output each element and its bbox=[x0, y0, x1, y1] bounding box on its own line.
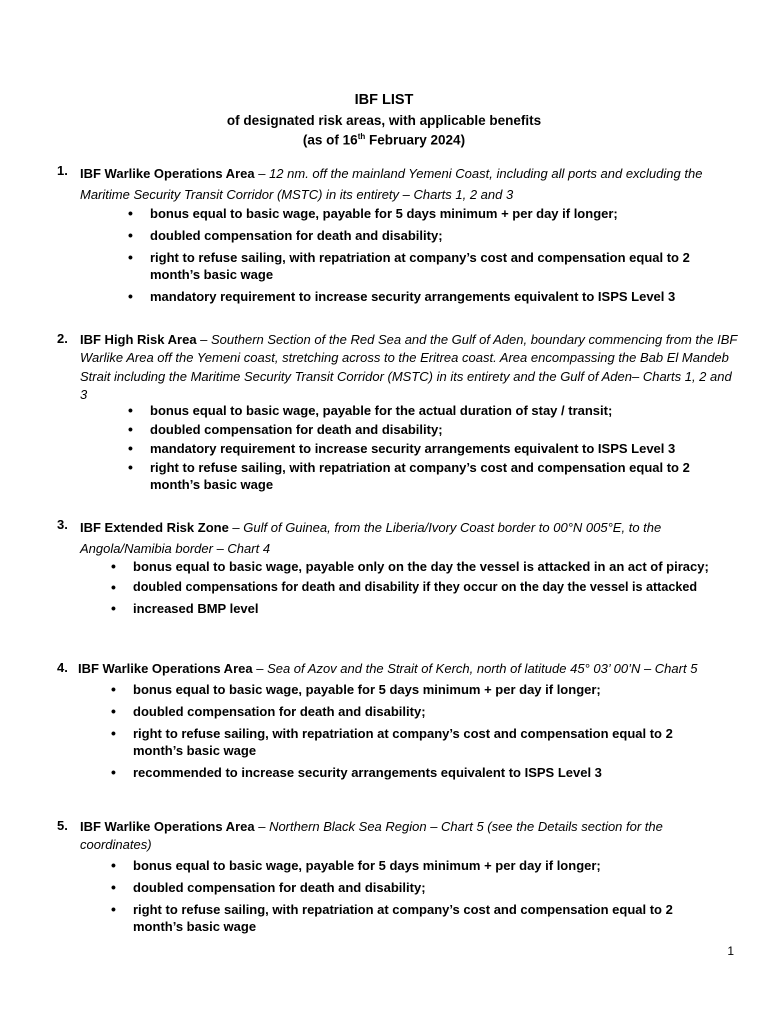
area-name: IBF Warlike Operations Area bbox=[80, 819, 255, 834]
document-subtitle: of designated risk areas, with applicable benefits bbox=[226, 113, 542, 128]
benefit-text: recommended to increase security arrangements equivalent to ISPS Level 3 bbox=[133, 765, 602, 780]
benefit-item bbox=[128, 440, 732, 457]
bullet-icon: • bbox=[128, 205, 133, 221]
benefit-item bbox=[111, 681, 703, 698]
benefit-item bbox=[128, 402, 732, 419]
benefits-list-5 bbox=[111, 857, 703, 935]
item-number: 2. bbox=[57, 331, 68, 346]
separator: – bbox=[252, 661, 268, 676]
benefits-list-1 bbox=[128, 205, 720, 305]
area-description: 12 nm. off the mainland Yemeni Coast, including all ports and excluding the Maritime Security Transit Corridor (MSTC) in its entirety – Charts 1, 2 and 3 bbox=[80, 166, 703, 202]
document-date bbox=[0, 132, 768, 148]
bullet-icon: • bbox=[128, 249, 133, 265]
benefit-text: increased BMP level bbox=[133, 601, 259, 616]
bullet-icon: • bbox=[111, 600, 116, 616]
document-title: IBF LIST bbox=[354, 92, 414, 108]
bullet-icon: • bbox=[111, 901, 116, 917]
page-number: 1 bbox=[727, 944, 734, 958]
benefit-item bbox=[111, 857, 703, 874]
bullet-icon: • bbox=[111, 764, 116, 780]
separator: – bbox=[254, 819, 270, 834]
item-heading bbox=[78, 660, 738, 678]
benefit-item bbox=[111, 558, 753, 575]
area-description: Northern Black Sea Region – Chart 5 (see the Details section for the coordinates) bbox=[80, 819, 663, 853]
benefit-text: bonus equal to basic wage, payable for 5 days minimum + per day if longer; bbox=[133, 858, 601, 873]
benefit-item bbox=[111, 879, 703, 896]
area-name: IBF Warlike Operations Area bbox=[80, 166, 255, 181]
benefit-text: doubled compensation for death and disability; bbox=[133, 704, 426, 719]
item-heading bbox=[80, 818, 720, 855]
item-heading bbox=[80, 517, 740, 559]
date-prefix: (as of 16 bbox=[302, 132, 358, 148]
date-suffix: February 2024) bbox=[365, 132, 466, 148]
benefit-item bbox=[111, 600, 753, 617]
benefit-item bbox=[111, 725, 703, 759]
benefit-text: doubled compensation for death and disability; bbox=[133, 880, 426, 895]
bullet-icon: • bbox=[128, 288, 133, 304]
bullet-icon: • bbox=[128, 440, 133, 456]
benefit-text: mandatory requirement to increase security arrangements equivalent to ISPS Level 3 bbox=[150, 289, 676, 304]
item-number: 3. bbox=[57, 517, 68, 532]
benefit-text: right to refuse sailing, with repatriation at company’s cost and compensation equal to 2 month’s basic wage bbox=[133, 902, 673, 934]
benefit-item bbox=[111, 703, 703, 720]
bullet-icon: • bbox=[111, 725, 116, 741]
bullet-icon: • bbox=[111, 703, 116, 719]
area-name: IBF Extended Risk Zone bbox=[80, 520, 229, 535]
bullet-icon: • bbox=[128, 459, 133, 475]
bullet-icon: • bbox=[111, 579, 116, 595]
area-description: Southern Section of the Red Sea and the Gulf of Aden, boundary commencing from the IBF Warlike Area off the Yemeni coast, stretching across to the Eritrea coast. Area encompassing the Bab El Mandeb Strait including the Maritime Security Transit Corridor (MSTC) in its entirety and the Gulf of Aden– Charts 1, 2 and 3 bbox=[80, 332, 738, 403]
benefit-text: right to refuse sailing, with repatriation at company’s cost and compensation equal to 2 month’s basic wage bbox=[150, 460, 690, 492]
area-name: IBF High Risk Area bbox=[80, 332, 197, 347]
bullet-icon: • bbox=[111, 879, 116, 895]
benefits-list-2 bbox=[128, 402, 732, 493]
date-superscript: th bbox=[357, 132, 366, 141]
separator: – bbox=[228, 520, 244, 535]
item-heading bbox=[80, 331, 740, 405]
separator: – bbox=[254, 166, 270, 181]
item-number: 4. bbox=[57, 660, 68, 675]
benefit-text: doubled compensations for death and disability if they occur on the day the vessel is attacked bbox=[133, 580, 698, 594]
benefit-text: bonus equal to basic wage, payable for the actual duration of stay / transit; bbox=[150, 403, 613, 418]
area-description: Gulf of Guinea, from the Liberia/Ivory Coast border to 00°N 005°E, to the Angola/Namibia border – Chart 4 bbox=[80, 520, 662, 556]
area-description: Sea of Azov and the Strait of Kerch, north of latitude 45° 03’ 00’N – Chart 5 bbox=[267, 661, 698, 676]
bullet-icon: • bbox=[128, 421, 133, 437]
benefit-text: doubled compensation for death and disability; bbox=[150, 422, 443, 437]
benefit-item bbox=[128, 288, 720, 305]
separator: – bbox=[196, 332, 212, 347]
bullet-icon: • bbox=[111, 681, 116, 697]
bullet-icon: • bbox=[128, 402, 133, 418]
benefit-text: right to refuse sailing, with repatriation at company’s cost and compensation equal to 2 month’s basic wage bbox=[133, 726, 673, 758]
benefit-text: doubled compensation for death and disability; bbox=[150, 228, 443, 243]
benefit-text: right to refuse sailing, with repatriation at company’s cost and compensation equal to 2 month’s basic wage bbox=[150, 250, 690, 282]
benefit-item bbox=[111, 901, 703, 935]
benefit-text: bonus equal to basic wage, payable for 5 days minimum + per day if longer; bbox=[133, 682, 601, 697]
benefit-text: bonus equal to basic wage, payable for 5 days minimum + per day if longer; bbox=[150, 206, 618, 221]
bullet-icon: • bbox=[111, 558, 116, 574]
bullet-icon: • bbox=[111, 857, 116, 873]
benefit-item bbox=[128, 249, 720, 283]
benefit-item bbox=[128, 227, 720, 244]
benefit-item bbox=[128, 459, 732, 493]
benefit-item bbox=[111, 579, 753, 596]
benefit-item bbox=[128, 205, 720, 222]
item-number: 5. bbox=[57, 818, 68, 833]
benefits-list-3 bbox=[111, 558, 753, 617]
benefit-item bbox=[128, 421, 732, 438]
item-heading bbox=[80, 163, 740, 205]
area-name: IBF Warlike Operations Area bbox=[78, 661, 253, 676]
benefits-list-4 bbox=[111, 681, 703, 781]
benefit-text: bonus equal to basic wage, payable only on the day the vessel is attacked in an act of piracy; bbox=[133, 559, 709, 574]
benefit-item bbox=[111, 764, 703, 781]
bullet-icon: • bbox=[128, 227, 133, 243]
benefit-text: mandatory requirement to increase security arrangements equivalent to ISPS Level 3 bbox=[150, 441, 676, 456]
item-number: 1. bbox=[57, 163, 68, 178]
